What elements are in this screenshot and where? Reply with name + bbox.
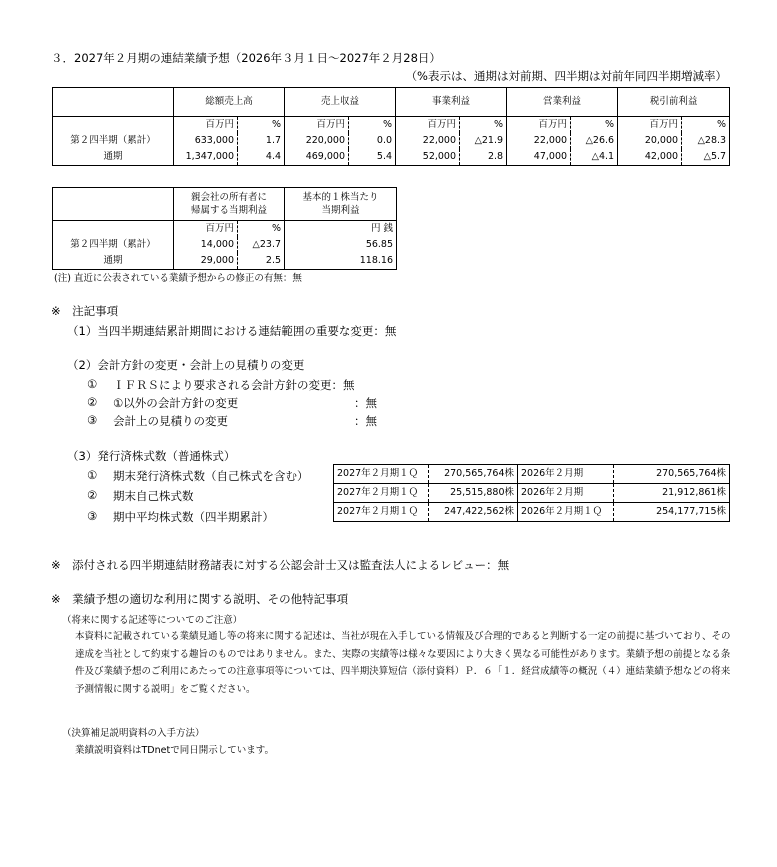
explanation-subheading: （将来に関する記述等についてのご注意）: [62, 615, 243, 626]
header-revenue: 売上収益: [285, 88, 396, 117]
notes-item2-3-num: ③: [87, 413, 98, 427]
notes-item2: （2）会計方針の変更・会計上の見積りの変更: [67, 358, 305, 372]
table-cell: △28.3: [682, 133, 730, 149]
table-cell: 29,000: [174, 253, 238, 270]
revision-note: (注) 直近に公表されている業績予想からの修正の有無：無: [54, 273, 302, 284]
header-eps: [285, 188, 397, 221]
table-cell: 1,347,000: [174, 149, 238, 166]
shares-3-label: 期中平均株式数（四半期累計）: [113, 510, 274, 524]
table-cell: 2.5: [238, 253, 285, 270]
forecast-table-2: [52, 187, 397, 270]
shares-1-num: ①: [87, 468, 98, 482]
shares-table: [333, 464, 730, 522]
forecast-table: [52, 87, 730, 166]
table-cell: 22,000: [396, 133, 460, 149]
header-owner-profit-line2: 帰属する当期利益: [191, 205, 268, 216]
notes-item2-2-value: ：無: [354, 396, 377, 410]
unit-cell: 百万円: [507, 117, 571, 134]
table-cell: △23.7: [238, 237, 285, 253]
header-empty: [53, 88, 174, 117]
notes-item2-2-num: ②: [87, 395, 98, 409]
table-cell: 2.8: [460, 149, 507, 166]
table-cell: △5.7: [682, 149, 730, 166]
header-eps-line2: 当期利益: [321, 205, 360, 216]
table-cell: 633,000: [174, 133, 238, 149]
explanation-heading: ※ 業績予想の適切な利用に関する説明、その他特記事項: [51, 592, 349, 606]
table-cell: 2027年２月期１Ｑ: [334, 484, 429, 503]
table-cell: 0.0: [349, 133, 396, 149]
row-label: 通期: [53, 149, 174, 166]
notes-item2-3-value: ：無: [354, 414, 377, 428]
table-cell: 469,000: [285, 149, 349, 166]
notes-item3: （3）発行済株式数（普通株式）: [67, 449, 236, 463]
notes-item2-3: 会計上の見積りの変更: [113, 414, 228, 428]
unit-cell: %: [238, 221, 285, 238]
table-row: [53, 133, 730, 149]
table-cell: 22,000: [507, 133, 571, 149]
row-label: 第２四半期（累計）: [53, 237, 174, 253]
row-label: 第２四半期（累計）: [53, 133, 174, 149]
unit-cell: 百万円: [396, 117, 460, 134]
notes-item2-1-num: ①: [87, 377, 98, 391]
notes-item1: （1）当四半期連結累計期間における連結範囲の重要な変更：無: [67, 324, 397, 338]
table-cell: 5.4: [349, 149, 396, 166]
table-cell: 20,000: [618, 133, 682, 149]
shares-1-label: 期末発行済株式数（自己株式を含む）: [113, 469, 309, 483]
unit-cell: %: [571, 117, 618, 134]
row-label: 通期: [53, 253, 174, 270]
table-row: [334, 503, 730, 522]
unit-cell: %: [238, 117, 285, 134]
table-cell: 25,515,880株: [429, 484, 518, 503]
supplementary-body: 業績説明資料はTDnetで同日開示しています。: [75, 745, 274, 756]
table-cell: 56.85: [285, 237, 397, 253]
header-eps-line1: 基本的１株当たり: [302, 192, 379, 203]
header-operating-profit: 営業利益: [507, 88, 618, 117]
table-cell: △4.1: [571, 149, 618, 166]
header-empty: [53, 188, 174, 221]
unit-cell: %: [349, 117, 396, 134]
unit-row-label: [53, 221, 174, 238]
table-cell: 254,177,715株: [614, 503, 730, 522]
forecast-title: ３．2027年２月期の連結業績予想（2026年３月１日～2027年２月28日）: [51, 51, 441, 65]
header-pretax-profit: 税引前利益: [618, 88, 730, 117]
table-cell: 52,000: [396, 149, 460, 166]
header-gross-sales: 総額売上高: [174, 88, 285, 117]
table-cell: 1.7: [238, 133, 285, 149]
table-row: [53, 149, 730, 166]
table-cell: 2026年２月期１Ｑ: [518, 503, 614, 522]
unit-cell: 百万円: [174, 117, 238, 134]
table-row: [334, 465, 730, 484]
shares-2-num: ②: [87, 488, 98, 502]
table-cell: 4.4: [238, 149, 285, 166]
table-cell: 2026年２月期: [518, 484, 614, 503]
table-cell: 220,000: [285, 133, 349, 149]
unit-row-label: [53, 117, 174, 134]
notes-item2-2: ①以外の会計方針の変更: [113, 396, 239, 410]
table-cell: 2026年２月期: [518, 465, 614, 484]
table-cell: 270,565,764株: [614, 465, 730, 484]
explanation-body: 本資料に記載されている業績見通し等の将来に関する記述は、当社が現在入手している情報及び合理的であると判断する一定の前提に基づいており、その達成を当社として約束する趣旨のものではありません。また、実際の実績等は様々な要因により大きく異なる可能性があります。業績予想の前提となる条件及び業績予想のご利用にあたっての注意事項等については、四半期決算短信（添付資料）Ｐ．６「１．経営成績等の概況（４）連結業績予想などの将来予測情報に関する説明」をご覧ください。: [75, 631, 731, 695]
notes-item2-1: ＩＦＲＳにより要求される会計方針の変更：無: [113, 378, 355, 392]
table-cell: 47,000: [507, 149, 571, 166]
unit-cell: %: [460, 117, 507, 134]
review-note: ※ 添付される四半期連結財務諸表に対する公認会計士又は監査法人によるレビュー：無: [51, 558, 510, 572]
shares-2-label: 期末自己株式数: [113, 489, 194, 503]
table-cell: 270,565,764株: [429, 465, 518, 484]
table-cell: 14,000: [174, 237, 238, 253]
forecast-note: （%表示は、通期は対前期、四半期は対前年同四半期増減率）: [405, 69, 727, 83]
supplementary-heading: （決算補足説明資料の入手方法）: [62, 728, 205, 739]
table-cell: 2027年２月期１Ｑ: [334, 503, 429, 522]
unit-cell: 百万円: [618, 117, 682, 134]
table-cell: △26.6: [571, 133, 618, 149]
notes-heading: ※ 注記事項: [51, 304, 119, 318]
unit-cell: 円 銭: [285, 221, 397, 238]
shares-3-num: ③: [87, 509, 98, 523]
table-cell: 247,422,562株: [429, 503, 518, 522]
table-cell: △21.9: [460, 133, 507, 149]
table-row: [53, 253, 397, 270]
unit-cell: 百万円: [174, 221, 238, 238]
header-owner-profit: [174, 188, 285, 221]
table-cell: 2027年２月期１Ｑ: [334, 465, 429, 484]
table-cell: 42,000: [618, 149, 682, 166]
table-row: [53, 237, 397, 253]
header-owner-profit-line1: 親会社の所有者に: [191, 192, 268, 203]
table-cell: 118.16: [285, 253, 397, 270]
unit-cell: %: [682, 117, 730, 134]
header-business-profit: 事業利益: [396, 88, 507, 117]
unit-cell: 百万円: [285, 117, 349, 134]
table-row: [334, 484, 730, 503]
table-cell: 21,912,861株: [614, 484, 730, 503]
